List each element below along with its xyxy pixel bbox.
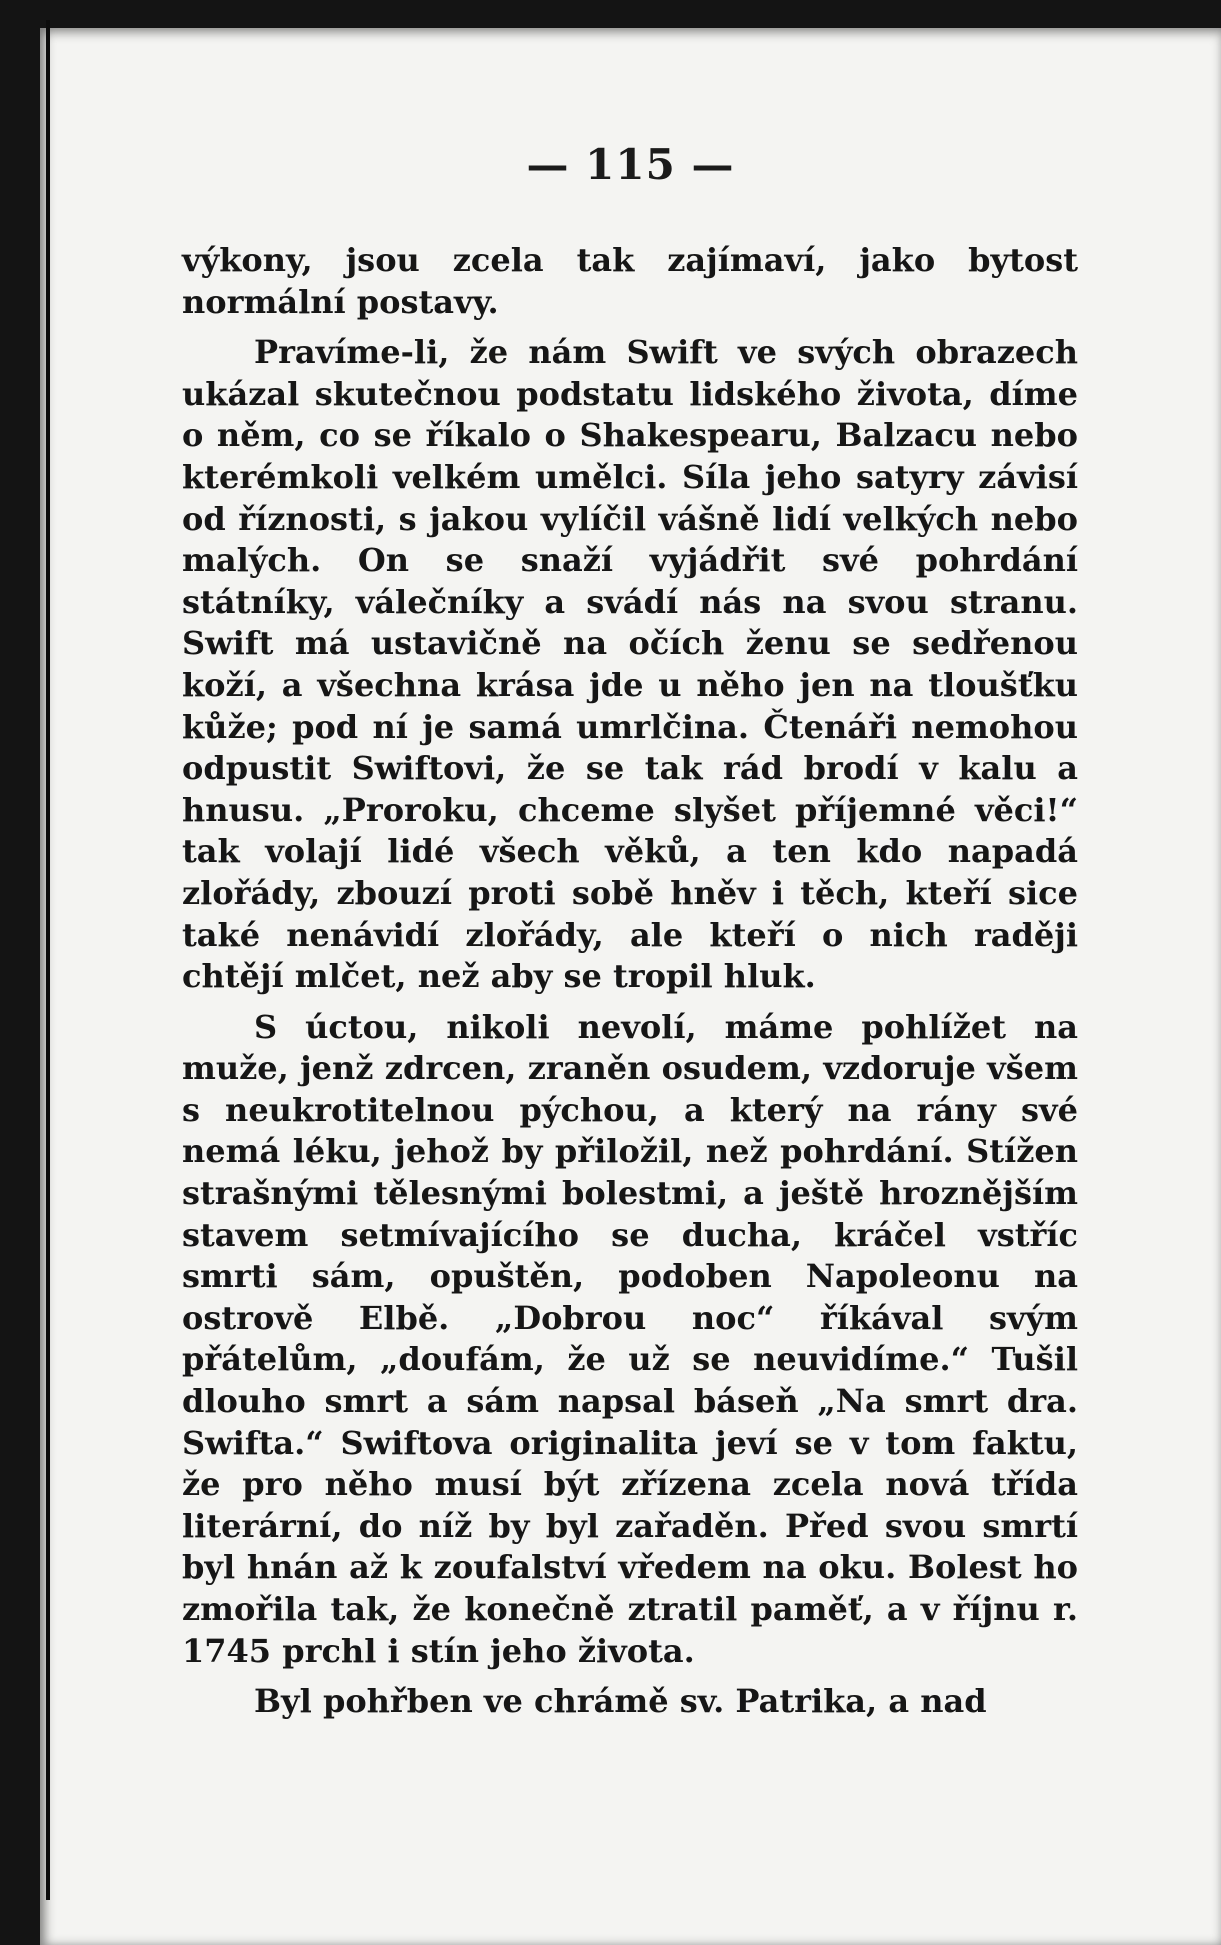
paragraph-2: Pravíme-li, že nám Swift ve svých obrazech ukázal skutečnou podstatu lidského života, díme o něm, co se říkalo o Shakespearu, Balzacu nebo kterémkoli velkém umělci. Síla jeho satyry závisí od říznosti, s jakou vylíčil vášně lidí velkých nebo malých. On se snaží vyjádřit své pohrdání státníky, válečníky a svádí nás na svou stranu. Swift má ustavičně na očích ženu se sedřenou koží, a všechna krása jde u něho jen na tloušťku kůže; pod ní je samá umrlčina. Čtenáři nemohou odpustit Swiftovi, že se tak rád brodí v kalu a hnusu. „Proroku, chceme slyšet příjemné věci!“ tak volají lidé všech věků, a ten kdo napadá zlořády, zbouzí proti sobě hněv i těch, kteří sice také nenávidí zlořády, ale kteří o nich raději chtějí mlčet, než aby se tropil hluk. — [182, 333, 1078, 996]
page-number: — 115 — — [526, 140, 735, 189]
paragraph-4: Byl pohřben ve chrámě sv. Patrika, a nad — [254, 1682, 987, 1721]
body-text — [182, 240, 1078, 1732]
book-page — [40, 28, 1221, 1945]
paragraph-3: S úctou, nikoli nevolí, máme pohlížet na muže, jenž zdrcen, zraněn osudem, vzdoruje všem s neukrotitelnou pýchou, a který na rány své nemá léku, jehož by přiložil, než pohrdání. Stížen strašnými tělesnými bolestmi, a ještě hroznějším stavem setmívajícího se ducha, kráčel vstříc smrti sám, opuštěn, podoben Napoleonu na ostrově Elbě. „Dobrou noc“ říkával svým přátelům, „doufám, že už se neuvidíme.“ Tušil dlouho smrt a sám napsal báseň „Na smrt dra. Swifta.“ Swiftova originalita jeví se v tom faktu, že pro něho musí být zřízena zcela nová třída literární, do níž by byl zařaděn. Před svou smrtí byl hnán až k zoufalství vředem na oku. Bolest ho zmořila tak, že konečně ztratil paměť, a v říjnu r. 1745 prchl i stín jeho života. — [182, 1007, 1078, 1670]
binding-edge — [46, 20, 50, 1900]
paragraph-1: výkony, jsou zcela tak zajímaví, jako bytost normální postavy. — [182, 241, 1078, 321]
